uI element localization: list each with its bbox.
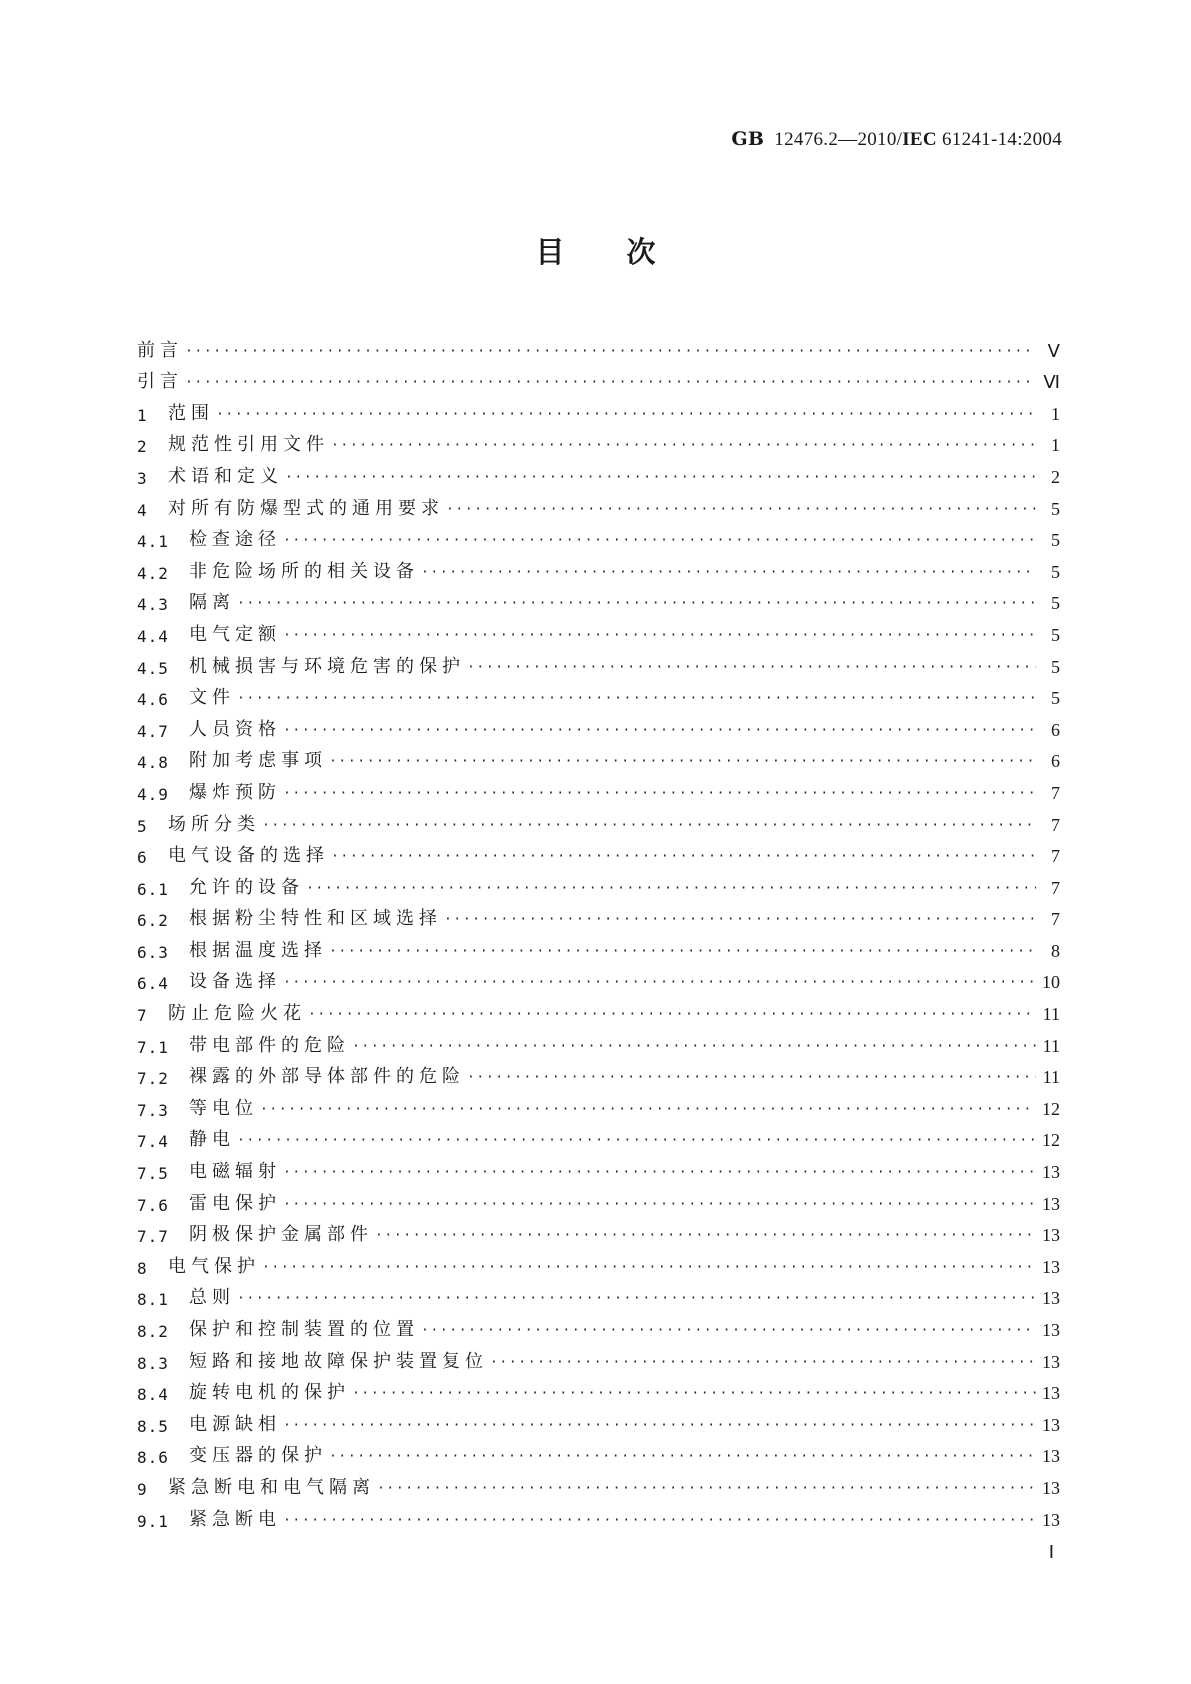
- toc-entry-label: 电磁辐射: [189, 1161, 281, 1183]
- toc-entry-page: 13: [1042, 1225, 1060, 1246]
- toc-entry-page: 13: [1042, 1383, 1060, 1404]
- toc-entry-number: 6: [137, 848, 148, 868]
- toc-entry-number: 9: [137, 1479, 148, 1499]
- toc-entry-label: 引言: [137, 371, 183, 393]
- toc-leader-dots: [467, 1070, 1036, 1085]
- toc-entry-label: 短路和接地故障保护装置复位: [189, 1350, 488, 1372]
- toc-entry-number: 4.9: [137, 784, 169, 804]
- toc-entry-label: 规范性引用文件: [168, 434, 329, 456]
- toc-entry-label: 雷电保护: [189, 1192, 281, 1214]
- toc-leader-dots: [375, 1228, 1036, 1243]
- toc-entry-number: 8.1: [137, 1290, 169, 1310]
- toc-entry-page: 13: [1042, 1162, 1060, 1183]
- toc-entry[interactable]: [137, 520, 1060, 552]
- toc-entry-label: 场所分类: [168, 813, 260, 835]
- toc-entry-label: 附加考虑事项: [189, 750, 327, 772]
- toc-leader-dots: [352, 1039, 1036, 1054]
- toc-entry-label: 机械损害与环境危害的保护: [189, 655, 465, 677]
- toc-entry[interactable]: [137, 1215, 1060, 1247]
- toc-entry-number: 7: [137, 1006, 148, 1026]
- toc-entry[interactable]: [137, 1183, 1060, 1215]
- toc-entry-page: 5: [1051, 688, 1060, 709]
- toc-entry-page: 12: [1042, 1130, 1060, 1151]
- toc-entry[interactable]: [137, 1467, 1060, 1499]
- toc-entry-label: 人员资格: [189, 718, 281, 740]
- toc-entry-page: 1: [1051, 403, 1060, 424]
- toc-leader-dots: [308, 1007, 1036, 1022]
- toc-entry[interactable]: [137, 1088, 1060, 1120]
- toc-leader-dots: [444, 912, 1036, 927]
- toc-entry-page: 13: [1042, 1446, 1060, 1467]
- toc-entry-number: 3: [137, 468, 148, 488]
- toc-entry-label: 总则: [189, 1287, 235, 1309]
- toc-entry[interactable]: [137, 930, 1060, 962]
- toc-leader-dots: [490, 1355, 1036, 1370]
- toc-entry-label: 设备选择: [189, 971, 281, 993]
- toc-entry-label: 非危险场所的相关设备: [189, 560, 419, 582]
- toc-entry-number: 6.3: [137, 942, 169, 962]
- toc-entry[interactable]: [137, 962, 1060, 994]
- toc-entry-label: 术语和定义: [168, 465, 283, 487]
- toc-entry-label: 检查途径: [189, 529, 281, 551]
- toc-leader-dots: [283, 786, 1036, 801]
- toc-entry-number: 8.5: [137, 1416, 169, 1436]
- toc-entry[interactable]: [137, 709, 1060, 741]
- toc-entry-label: 电气定额: [189, 623, 281, 645]
- toc-entry-page: 13: [1042, 1351, 1060, 1372]
- toc-leader-dots: [185, 344, 1036, 359]
- toc-entry-number: 7.1: [137, 1037, 169, 1057]
- toc-entry-number: 4.1: [137, 532, 169, 552]
- toc-entry[interactable]: [137, 1057, 1060, 1089]
- toc-entry-number: 8: [137, 1258, 148, 1278]
- toc-entry-page: 8: [1051, 940, 1060, 961]
- toc-entry[interactable]: [137, 836, 1060, 868]
- toc-entry-label: 静电: [189, 1129, 235, 1151]
- iec-prefix: IEC: [902, 129, 937, 150]
- toc-entry-label: 根据温度选择: [189, 939, 327, 961]
- toc-leader-dots: [467, 660, 1036, 675]
- toc-leader-dots: [283, 1165, 1036, 1180]
- toc-leader-dots: [237, 691, 1036, 706]
- toc-entry-number: 4.3: [137, 595, 169, 615]
- toc-entry-number: 6.1: [137, 879, 169, 899]
- toc-entry-page: 11: [1042, 1067, 1060, 1088]
- toc-entry-label: 文件: [189, 687, 235, 709]
- toc-entry-number: 7.4: [137, 1132, 169, 1152]
- toc-entry-page: 10: [1042, 972, 1060, 993]
- toc-leader-dots: [421, 565, 1036, 580]
- toc-entry-page: Ⅵ: [1043, 372, 1060, 393]
- toc-entry-page: 13: [1042, 1193, 1060, 1214]
- toc-leader-dots: [283, 975, 1036, 990]
- toc-entry-page: 5: [1051, 530, 1060, 551]
- toc-leader-dots: [352, 1386, 1036, 1401]
- toc-entry-page: 5: [1051, 593, 1060, 614]
- toc-leader-dots: [329, 1449, 1036, 1464]
- toc-entry-page: 6: [1051, 719, 1060, 740]
- toc-leader-dots: [283, 533, 1036, 548]
- toc-entry-number: 8.6: [137, 1448, 169, 1468]
- toc-entry-number: 2: [137, 437, 148, 457]
- toc-leader-dots: [260, 1102, 1036, 1117]
- toc-entry-page: 12: [1042, 1098, 1060, 1119]
- toc-entry-label: 带电部件的危险: [189, 1034, 350, 1056]
- toc-entry[interactable]: [137, 456, 1060, 488]
- toc-entry-label: 允许的设备: [189, 876, 304, 898]
- toc-entry-page: 13: [1042, 1414, 1060, 1435]
- toc-leader-dots: [237, 1291, 1036, 1306]
- toc-entry-number: 4.8: [137, 753, 169, 773]
- toc-entry-label: 电源缺相: [189, 1413, 281, 1435]
- toc-entry-number: 7.6: [137, 1195, 169, 1215]
- standard-number: 12476.2—2010/: [774, 129, 903, 150]
- toc-entry-page: 5: [1051, 561, 1060, 582]
- toc-entry[interactable]: [137, 646, 1060, 678]
- toc-entry-number: 7.5: [137, 1164, 169, 1184]
- toc-entry-page: 5: [1051, 656, 1060, 677]
- toc-leader-dots: [377, 1481, 1036, 1496]
- table-of-contents: [137, 330, 1060, 1531]
- toc-entry[interactable]: [137, 1246, 1060, 1278]
- toc-entry-number: 8.2: [137, 1322, 169, 1341]
- toc-entry[interactable]: [137, 993, 1060, 1025]
- toc-entry-label: 等电位: [189, 1097, 258, 1119]
- toc-entry-number: 4.5: [137, 658, 169, 678]
- toc-entry-label: 变压器的保护: [189, 1445, 327, 1467]
- toc-entry-page: 7: [1051, 814, 1060, 835]
- toc-entry[interactable]: [137, 551, 1060, 583]
- standard-code-header: [731, 128, 1062, 151]
- toc-entry-page: 7: [1051, 909, 1060, 930]
- toc-entry[interactable]: [137, 678, 1060, 710]
- toc-entry[interactable]: [137, 1341, 1060, 1373]
- toc-entry-page: 11: [1042, 1035, 1060, 1056]
- toc-entry-number: 8.3: [137, 1353, 169, 1373]
- toc-entry[interactable]: [137, 1309, 1060, 1341]
- toc-entry-page: 13: [1042, 1320, 1060, 1340]
- toc-leader-dots: [283, 628, 1036, 643]
- toc-leader-dots: [237, 596, 1036, 611]
- toc-entry[interactable]: [137, 1151, 1060, 1183]
- toc-entry-label: 隔离: [189, 592, 235, 614]
- toc-entry-label: 范围: [168, 402, 214, 424]
- toc-entry-number: 4: [137, 500, 148, 520]
- toc-entry-page: 7: [1051, 846, 1060, 867]
- toc-entry[interactable]: [137, 330, 1060, 362]
- toc-leader-dots: [216, 407, 1036, 422]
- toc-entry-number: 8.4: [137, 1385, 169, 1405]
- toc-entry[interactable]: [137, 1025, 1060, 1057]
- toc-entry-page: 13: [1042, 1256, 1060, 1277]
- standard-prefix: GB: [731, 128, 765, 150]
- toc-entry[interactable]: [137, 741, 1060, 773]
- toc-entry-label: 根据粉尘特性和区域选择: [189, 908, 442, 930]
- toc-leader-dots: [329, 944, 1036, 959]
- toc-entry-label: 前言: [137, 339, 183, 361]
- toc-entry[interactable]: [137, 425, 1060, 457]
- toc-entry-number: 4.7: [137, 721, 169, 741]
- toc-entry-page: 5: [1051, 624, 1060, 645]
- toc-entry-label: 防止危险火花: [168, 1003, 306, 1025]
- toc-entry-number: 6.4: [137, 974, 169, 994]
- toc-entry-label: 裸露的外部导体部件的危险: [189, 1066, 465, 1088]
- toc-entry-label: 电气设备的选择: [168, 845, 329, 867]
- toc-entry[interactable]: [137, 488, 1060, 520]
- toc-entry[interactable]: [137, 867, 1060, 899]
- toc-entry-page: 13: [1042, 1288, 1060, 1309]
- toc-entry-page: 13: [1042, 1477, 1060, 1498]
- toc-entry[interactable]: [137, 393, 1060, 425]
- toc-entry-number: 6.2: [137, 911, 169, 931]
- toc-leader-dots: [331, 438, 1036, 453]
- toc-entry-page: 5: [1051, 498, 1060, 519]
- toc-entry[interactable]: [137, 1404, 1060, 1436]
- toc-entry-number: 4.2: [137, 563, 169, 583]
- toc-entry-number: 7.3: [137, 1100, 169, 1120]
- toc-entry[interactable]: [137, 1373, 1060, 1405]
- page-title: 目次: [535, 235, 718, 269]
- toc-leader-dots: [285, 470, 1036, 485]
- toc-entry-number: 9.1: [137, 1511, 169, 1531]
- toc-entry[interactable]: [137, 899, 1060, 931]
- toc-entry-page: 6: [1051, 751, 1060, 772]
- toc-entry-page: 1: [1051, 435, 1060, 456]
- toc-entry-number: 7.2: [137, 1069, 169, 1089]
- toc-entry[interactable]: [137, 1120, 1060, 1152]
- toc-entry[interactable]: [137, 362, 1060, 394]
- toc-leader-dots: [283, 1513, 1036, 1528]
- toc-entry[interactable]: [137, 1499, 1060, 1531]
- toc-entry[interactable]: [137, 1278, 1060, 1310]
- toc-entry-page: 7: [1051, 782, 1060, 803]
- toc-leader-dots: [306, 881, 1036, 896]
- toc-entry-number: 4.4: [137, 626, 169, 646]
- toc-leader-dots: [185, 375, 1036, 390]
- iec-number: 61241-14:2004: [936, 129, 1062, 150]
- toc-entry-number: 4.6: [137, 690, 169, 710]
- toc-entry-number: 7.7: [137, 1227, 169, 1247]
- toc-leader-dots: [283, 1418, 1036, 1433]
- toc-entry-number: 5: [137, 816, 148, 836]
- toc-entry[interactable]: [137, 614, 1060, 646]
- toc-entry-label: 保护和控制装置的位置: [189, 1319, 419, 1340]
- toc-leader-dots: [421, 1323, 1036, 1338]
- toc-entry-label: 紧急断电和电气隔离: [168, 1476, 375, 1498]
- toc-entry-page: 7: [1051, 877, 1060, 898]
- toc-leader-dots: [329, 754, 1036, 769]
- toc-entry-label: 电气保护: [168, 1255, 260, 1277]
- toc-entry-page: 13: [1042, 1509, 1060, 1530]
- toc-leader-dots: [283, 1197, 1036, 1212]
- toc-leader-dots: [262, 1260, 1036, 1275]
- toc-entry-label: 紧急断电: [189, 1508, 281, 1530]
- toc-entry[interactable]: [137, 583, 1060, 615]
- toc-entry-label: 旋转电机的保护: [189, 1382, 350, 1404]
- toc-leader-dots: [262, 818, 1036, 833]
- page-number: Ⅰ: [1048, 1542, 1054, 1562]
- toc-entry-page: Ⅴ: [1047, 340, 1060, 361]
- toc-leader-dots: [283, 723, 1036, 738]
- toc-entry-label: 阴极保护金属部件: [189, 1224, 373, 1246]
- toc-entry-page: 2: [1051, 466, 1060, 487]
- toc-entry[interactable]: [137, 804, 1060, 836]
- toc-entry-label: 对所有防爆型式的通用要求: [168, 497, 444, 519]
- toc-entry[interactable]: [137, 772, 1060, 804]
- toc-entry-label: 爆炸预防: [189, 781, 281, 803]
- toc-entry[interactable]: [137, 1436, 1060, 1468]
- toc-leader-dots: [446, 502, 1036, 517]
- toc-leader-dots: [331, 849, 1036, 864]
- toc-entry-number: 1: [137, 405, 148, 425]
- toc-entry-page: 11: [1042, 1004, 1060, 1025]
- toc-leader-dots: [237, 1133, 1036, 1148]
